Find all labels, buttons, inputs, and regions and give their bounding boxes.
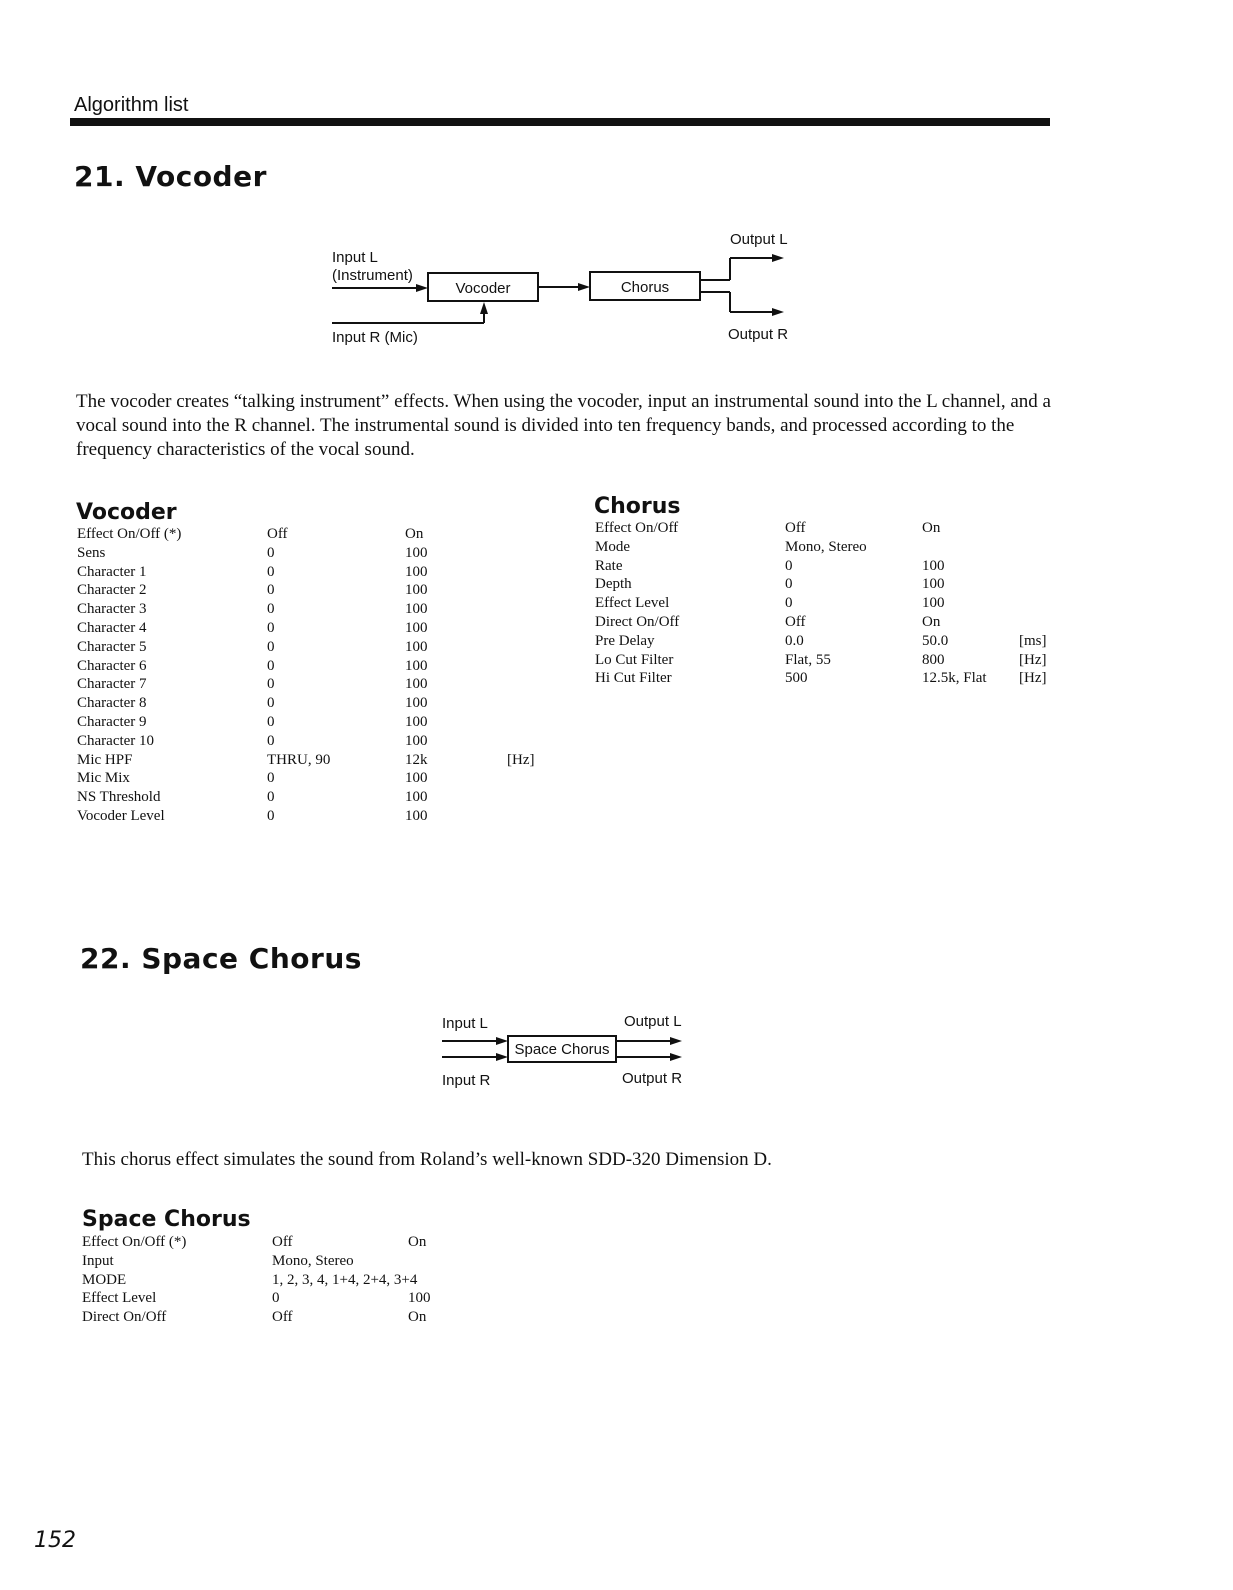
param-unit: [Hz] (1019, 651, 1047, 668)
sc-diagram-output-l: Output L (624, 1013, 682, 1030)
param-name: Character 2 (77, 582, 147, 599)
sc-arrowhead-output-r (670, 1053, 682, 1061)
table-row (595, 576, 1065, 594)
table-row (77, 676, 557, 694)
table-row (595, 652, 1065, 670)
table-row (77, 526, 557, 544)
param-min: Mono, Stereo (272, 1252, 354, 1269)
diagram-output-l: Output L (730, 231, 788, 248)
arrowhead-input-l (416, 284, 428, 292)
param-name: Character 8 (77, 695, 147, 712)
param-name: Rate (595, 557, 623, 574)
table-row (77, 695, 557, 713)
param-max: 12k (405, 751, 428, 768)
param-max: 12.5k, Flat (922, 670, 987, 687)
param-min: 0 (267, 695, 275, 712)
table-row (77, 620, 557, 638)
param-name: Effect Level (595, 595, 670, 612)
param-min: 0 (267, 638, 275, 655)
param-max: 100 (922, 557, 945, 574)
param-min: 0 (267, 789, 275, 806)
param-unit: [Hz] (507, 751, 535, 768)
table-row (77, 770, 557, 788)
param-min: Off (785, 520, 806, 536)
param-min: 0 (267, 676, 275, 693)
param-max: 100 (405, 695, 428, 712)
sc-arrowhead-input-r (496, 1053, 508, 1061)
space-chorus-description: This chorus effect simulates the sound from Roland’s well-known SDD-320 Dimension D. (82, 1149, 772, 1170)
param-name: Character 10 (77, 732, 155, 749)
param-max: 100 (405, 789, 428, 806)
param-max: 100 (405, 732, 428, 749)
arrowhead-output-l (772, 254, 784, 262)
param-min: 0 (267, 808, 275, 824)
param-max: 100 (405, 563, 428, 580)
param-name: Character 4 (77, 620, 147, 636)
space-chorus-block-label: Space Chorus (514, 1041, 610, 1058)
running-header: Algorithm list (74, 94, 189, 116)
param-max: 100 (405, 582, 428, 599)
sc-arrowhead-input-l (496, 1037, 508, 1045)
param-max: 800 (922, 651, 945, 668)
param-min: 0 (267, 770, 275, 787)
param-max: 100 (408, 1290, 431, 1307)
param-min: 0 (267, 620, 275, 636)
table-row (77, 733, 557, 751)
page-number: 152 (34, 1528, 76, 1553)
table-row (77, 658, 557, 676)
param-name: Input (82, 1252, 114, 1269)
param-name: Character 6 (77, 657, 147, 674)
param-max: 100 (405, 657, 428, 674)
table-row (77, 564, 557, 582)
param-min: 0.0 (785, 632, 804, 649)
table-row (77, 789, 557, 807)
param-max: On (408, 1234, 427, 1250)
section-title-space-chorus: 22. Space Chorus (80, 942, 362, 975)
header-rule (70, 118, 1050, 126)
param-max: 100 (405, 808, 428, 824)
param-max: On (408, 1309, 427, 1326)
param-name: Mic Mix (77, 770, 130, 787)
param-max: On (922, 614, 941, 630)
sc-diagram-input-l: Input L (442, 1015, 488, 1032)
param-name: Pre Delay (595, 632, 655, 649)
param-min: Off (272, 1234, 293, 1250)
param-name: Character 5 (77, 638, 147, 655)
diagram-input-r: Input R (Mic) (332, 329, 418, 346)
param-unit: [Hz] (1019, 670, 1047, 687)
param-max: 100 (405, 714, 428, 730)
param-max: 50.0 (922, 632, 949, 649)
table-row (82, 1253, 462, 1271)
param-max: On (922, 520, 941, 536)
param-min: 0 (272, 1290, 280, 1307)
arrowhead-output-r (772, 308, 784, 316)
chorus-block-label: Chorus (620, 279, 670, 296)
param-name: Mic HPF (77, 751, 133, 768)
param-min: 0 (267, 563, 275, 580)
table-row (595, 614, 1065, 632)
table-row (595, 558, 1065, 576)
param-unit: [ms] (1019, 632, 1047, 649)
param-min: 0 (267, 544, 275, 561)
param-min: 0 (267, 601, 275, 618)
space-chorus-signal-diagram (430, 1008, 710, 1092)
param-max: 100 (405, 544, 428, 561)
param-name: Effect On/Off (595, 520, 679, 536)
param-name: Sens (77, 544, 106, 561)
vocoder-block-label: Vocoder (455, 280, 511, 297)
sc-diagram-input-r: Input R (442, 1072, 491, 1089)
vocoder-signal-diagram (320, 222, 800, 352)
table-row (82, 1272, 462, 1290)
param-min: 0 (267, 732, 275, 749)
table-row (77, 808, 557, 826)
param-min: 500 (785, 670, 808, 687)
table-row (77, 601, 557, 619)
param-max: On (405, 526, 424, 542)
param-name: Vocoder Level (77, 808, 165, 824)
param-max: 100 (405, 601, 428, 618)
param-name: Character 7 (77, 676, 147, 693)
table-row (82, 1309, 462, 1327)
param-name: Direct On/Off (82, 1309, 167, 1326)
chorus-table-title: Chorus (594, 494, 681, 519)
table-row (82, 1234, 462, 1252)
arrowhead-input-r (480, 302, 488, 314)
param-min: 0 (267, 582, 275, 599)
param-max: 100 (922, 595, 945, 612)
sc-arrowhead-output-l (670, 1037, 682, 1045)
section-title-vocoder: 21. Vocoder (74, 160, 267, 193)
param-name: Effect On/Off (*) (77, 526, 182, 542)
vocoder-description: The vocoder creates “talking instrument” effects. When using the vocoder, input an instrumental sound into the L channel, and a vocal sound into the R channel. The instrumental sound is divided into ten frequency bands, and processed according to the frequency characteristics of the vocal sound. (76, 391, 1051, 460)
table-row (77, 714, 557, 732)
table-row (595, 520, 1065, 538)
param-min: Off (785, 614, 806, 630)
param-max: 100 (405, 770, 428, 787)
param-name: Character 3 (77, 601, 147, 618)
param-min: Flat, 55 (785, 651, 831, 668)
param-name: Direct On/Off (595, 614, 680, 630)
table-row (77, 545, 557, 563)
table-row (77, 639, 557, 657)
param-max: 100 (922, 576, 945, 593)
param-name: Mode (595, 538, 630, 555)
table-row (595, 633, 1065, 651)
param-max: 100 (405, 676, 428, 693)
param-name: Effect On/Off (*) (82, 1234, 187, 1250)
param-max: 100 (405, 620, 428, 636)
param-name: Depth (595, 576, 632, 593)
table-row (77, 752, 557, 770)
param-min: Off (272, 1309, 293, 1326)
table-row (595, 670, 1065, 688)
table-row (82, 1290, 462, 1308)
param-min: 1, 2, 3, 4, 1+4, 2+4, 3+4 (272, 1271, 418, 1288)
space-chorus-table-title: Space Chorus (82, 1207, 251, 1232)
table-row (77, 582, 557, 600)
param-min: Off (267, 526, 288, 542)
sc-diagram-output-r: Output R (622, 1070, 683, 1087)
diagram-input-l-sub: (Instrument) (332, 267, 413, 284)
param-min: 0 (267, 714, 275, 730)
table-row (595, 595, 1065, 613)
param-min: 0 (785, 557, 793, 574)
arrowhead-vocoder-chorus (578, 283, 590, 291)
param-name: NS Threshold (77, 789, 161, 806)
param-min: THRU, 90 (267, 751, 331, 768)
diagram-input-l: Input L (332, 249, 378, 266)
param-name: Lo Cut Filter (595, 651, 674, 668)
param-name: Character 1 (77, 563, 147, 580)
param-min: 0 (785, 576, 793, 593)
param-min: 0 (267, 657, 275, 674)
diagram-output-r: Output R (728, 326, 789, 343)
param-max: 100 (405, 638, 428, 655)
vocoder-table-title: Vocoder (76, 500, 177, 525)
table-row (595, 539, 1065, 557)
param-name: Character 9 (77, 714, 147, 730)
param-min: 0 (785, 595, 793, 612)
param-name: Effect Level (82, 1290, 157, 1307)
param-name: MODE (82, 1271, 127, 1288)
param-name: Hi Cut Filter (595, 670, 672, 687)
param-min: Mono, Stereo (785, 538, 867, 555)
